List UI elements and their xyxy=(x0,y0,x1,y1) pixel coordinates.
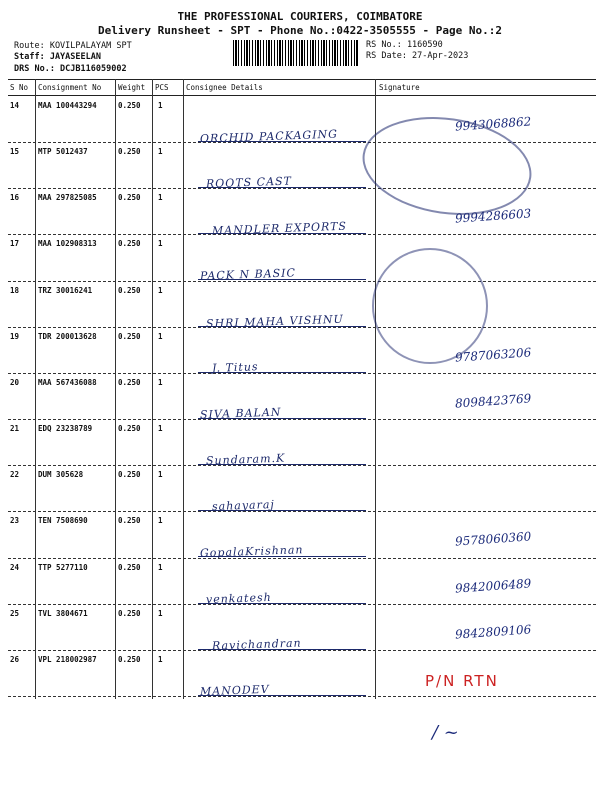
col-divider xyxy=(152,79,153,699)
pcs-value: 1 xyxy=(158,239,163,249)
row-separator xyxy=(8,696,596,697)
runsheet-subtitle: Delivery Runsheet - SPT - Phone No.:0422-3505555 - Page No.:2 xyxy=(98,24,502,37)
pcs-value: 1 xyxy=(158,193,163,203)
weight-value: 0.250 xyxy=(118,562,141,572)
route-label: Route: KOVILPALAYAM SPT xyxy=(14,41,132,51)
drs-number: DRS No.: DCJB116059002 xyxy=(14,64,127,74)
col-header-weight: Weight xyxy=(118,83,146,92)
col-divider xyxy=(35,79,36,699)
row-sno: 21 xyxy=(10,424,20,434)
consignee-name: MANODEV xyxy=(199,682,270,699)
consignee-name: J. Titus xyxy=(211,359,259,375)
signature-phone: 9578060360 xyxy=(454,529,532,549)
weight-value: 0.250 xyxy=(118,470,141,480)
pcs-value: 1 xyxy=(158,285,163,295)
pcs-value: 1 xyxy=(158,424,163,434)
row-sno: 20 xyxy=(10,377,20,387)
row-sno: 17 xyxy=(10,239,20,249)
pen-mark: / ~ xyxy=(432,722,459,743)
row-separator xyxy=(8,281,596,282)
pcs-value: 1 xyxy=(158,377,163,387)
table-header-border xyxy=(8,95,596,96)
row-separator xyxy=(8,373,596,374)
pcs-value: 1 xyxy=(158,516,163,526)
consignee-name: SHRI MAHA VISHNU xyxy=(205,312,344,330)
return-note: P/N RTN xyxy=(425,672,499,690)
row-sno: 14 xyxy=(10,101,20,110)
barcode xyxy=(233,40,359,66)
consignee-name: MANDLER EXPORTS xyxy=(211,219,348,238)
consignment-number: TVL 3804671 xyxy=(38,608,88,618)
signature-phone: 9842809106 xyxy=(454,621,532,642)
consignee-name: venkatesh xyxy=(205,590,272,606)
row-sno: 24 xyxy=(10,562,20,572)
consignment-number: MAA 100443294 xyxy=(38,101,97,110)
consignee-name: ROOTS CAST xyxy=(205,174,293,191)
pcs-value: 1 xyxy=(158,562,163,572)
signature-phone: 9787063206 xyxy=(454,345,532,365)
row-separator xyxy=(8,604,596,605)
col-header-sno: S No xyxy=(10,83,29,92)
weight-value: 0.250 xyxy=(118,608,141,618)
row-sno: 19 xyxy=(10,331,20,341)
row-sno: 16 xyxy=(10,193,20,203)
consignee-name: ORCHID PACKAGING xyxy=(199,127,339,146)
table-top-border xyxy=(8,79,596,80)
col-header-pcs: PCS xyxy=(155,83,169,92)
consignment-number: DUM 305628 xyxy=(38,470,84,480)
consignment-number: TDR 200013628 xyxy=(38,331,97,341)
consignment-number: TEN 7508690 xyxy=(38,516,88,526)
col-header-signature: Signature xyxy=(379,83,420,92)
weight-value: 0.250 xyxy=(118,239,141,249)
weight-value: 0.250 xyxy=(118,516,141,526)
signature-phone: 9943068862 xyxy=(454,114,532,134)
consignment-number: VPL 218002987 xyxy=(38,654,97,664)
row-separator xyxy=(8,511,596,512)
row-sno: 25 xyxy=(10,608,20,618)
consignment-number: MAA 297825085 xyxy=(38,193,97,203)
consignment-number: EDQ 23238789 xyxy=(38,424,93,434)
col-divider xyxy=(115,79,116,699)
col-header-consignee: Consignee Details xyxy=(186,83,263,92)
weight-value: 0.250 xyxy=(118,654,141,664)
row-separator xyxy=(8,465,596,466)
consignee-name: sahayaraj xyxy=(211,498,276,514)
consignee-name: GopalaKrishnan xyxy=(199,543,304,561)
signature-phone: 8098423769 xyxy=(454,391,532,411)
signature-phone: 9994286603 xyxy=(454,206,532,226)
pcs-value: 1 xyxy=(158,101,163,110)
staff-label: Staff: JAYASEELAN xyxy=(14,52,101,62)
pcs-value: 1 xyxy=(158,654,163,664)
row-sno: 23 xyxy=(10,516,20,526)
company-title: THE PROFESSIONAL COURIERS, COIMBATORE xyxy=(177,10,423,23)
row-separator xyxy=(8,234,596,235)
col-divider xyxy=(183,79,184,699)
rs-number: RS No.: 1160590 xyxy=(366,40,443,50)
weight-value: 0.250 xyxy=(118,285,141,295)
consignment-number: MAA 102908313 xyxy=(38,239,97,249)
weight-value: 0.250 xyxy=(118,193,141,203)
row-separator xyxy=(8,650,596,651)
col-header-consignment: Consignment No xyxy=(38,83,102,92)
row-sno: 18 xyxy=(10,285,20,295)
pcs-value: 1 xyxy=(158,608,163,618)
row-sno: 22 xyxy=(10,470,20,480)
row-separator xyxy=(8,558,596,559)
weight-value: 0.250 xyxy=(118,424,141,434)
weight-value: 0.250 xyxy=(118,101,141,110)
consignment-number: TRZ 30016241 xyxy=(38,285,93,295)
consignee-name: PACK N BASIC xyxy=(199,266,297,284)
consignment-number: MTP 5012437 xyxy=(38,147,88,157)
company-seal xyxy=(372,248,488,364)
consignee-name: Ravichandran xyxy=(211,636,302,653)
weight-value: 0.250 xyxy=(118,147,141,157)
row-separator xyxy=(8,419,596,420)
consignee-name: Sundaram.K xyxy=(205,451,286,468)
row-separator xyxy=(8,327,596,328)
pcs-value: 1 xyxy=(158,470,163,480)
row-sno: 15 xyxy=(10,147,20,157)
rs-date: RS Date: 27-Apr-2023 xyxy=(366,51,469,61)
row-sno: 26 xyxy=(10,654,20,664)
consignment-number: TTP 5277110 xyxy=(38,562,88,572)
consignee-name: SIVA BALAN xyxy=(199,405,282,422)
signature-phone: 9842006489 xyxy=(454,575,532,596)
pcs-value: 1 xyxy=(158,331,163,341)
weight-value: 0.250 xyxy=(118,331,141,341)
weight-value: 0.250 xyxy=(118,377,141,387)
pcs-value: 1 xyxy=(158,147,163,157)
consignment-number: MAA 567436088 xyxy=(38,377,97,387)
